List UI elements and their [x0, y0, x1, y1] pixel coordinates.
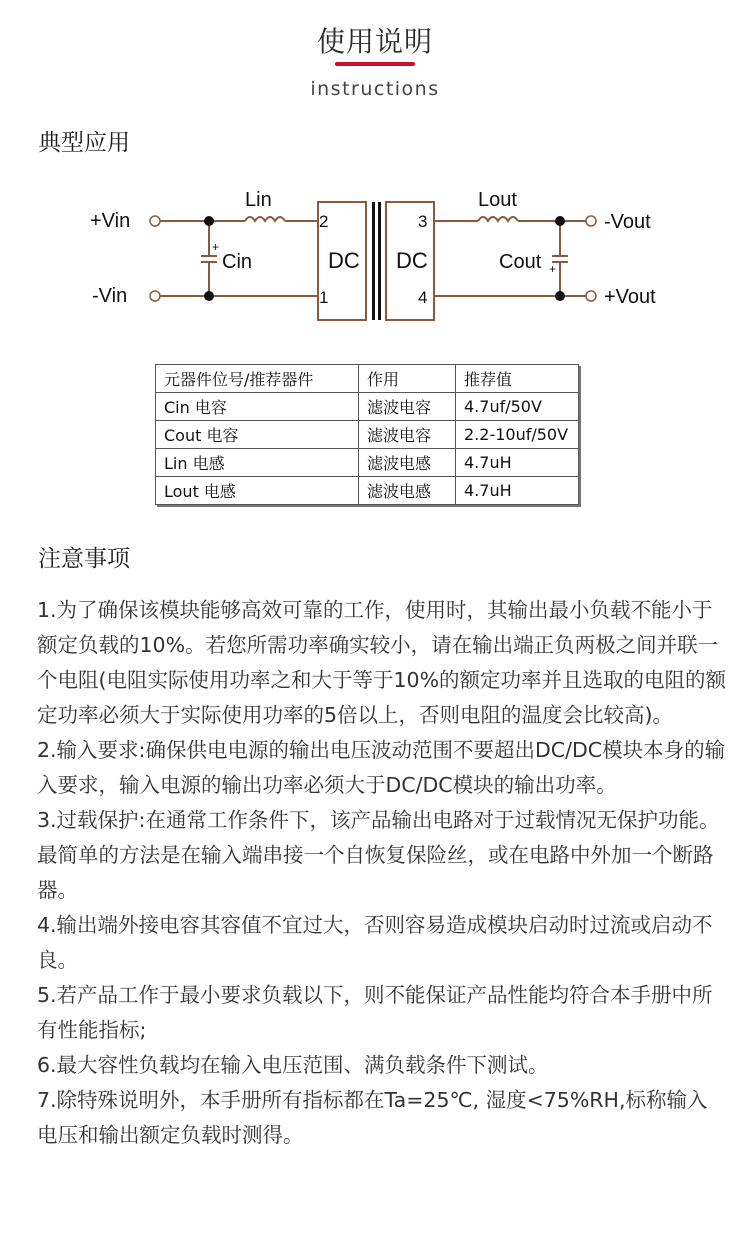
- pin-2: 2: [319, 212, 329, 231]
- table-header: 作用: [359, 365, 456, 393]
- terminal-vout-plus: [586, 291, 596, 301]
- dc-left-label: DC: [328, 248, 360, 273]
- note-item: 4.输出端外接电容其容值不宜过大，否则容易造成模块启动时过流或启动不良。: [37, 913, 713, 972]
- label-vout-plus: +Vout: [604, 286, 656, 308]
- table-cell: Cin 电容: [156, 393, 359, 421]
- label-lin: Lin: [245, 189, 272, 211]
- notes-list: [37, 593, 727, 1153]
- label-vin-minus: -Vin: [92, 285, 128, 307]
- note-item: 7.除特殊说明外，本手册所有指标都在Ta=25℃, 湿度<75%RH,标称输入电压和输出额定负载时测得。: [37, 1088, 708, 1147]
- cin-plus-sign: +: [212, 240, 220, 254]
- terminal-vin-minus: [150, 291, 160, 301]
- pin-3: 3: [418, 212, 428, 231]
- table-cell: 2.2-10uf/50V: [456, 421, 579, 449]
- table-header-row: [156, 365, 579, 393]
- terminal-vin-plus: [150, 216, 160, 226]
- cout-plus-sign: +: [549, 262, 557, 276]
- terminal-vout-minus: [586, 216, 596, 226]
- component-table: [155, 364, 579, 505]
- table-cell: 4.7uf/50V: [456, 393, 579, 421]
- note-item: 2.输入要求:确保供电电源的输出电压波动范围不要超出DC/DC模块本身的输入要求，输入电源的输出功率必须大于DC/DC模块的输出功率。: [37, 738, 726, 797]
- table-header: 元器件位号/推荐器件: [156, 365, 359, 393]
- note-item: 6.最大容性负载均在输入电压范围、满负载条件下测试。: [37, 1053, 549, 1077]
- circuit-diagram: [0, 180, 750, 330]
- note-item: 3.过载保护:在通常工作条件下，该产品输出电路对于过载情况无保护功能。最简单的方法是在输入端串接一个自恢复保险丝，或在电路中外加一个断路器。: [37, 808, 720, 902]
- label-cout: Cout: [499, 251, 542, 273]
- table-row: [156, 449, 579, 477]
- table-cell: 滤波电感: [359, 449, 456, 477]
- table-row: [156, 393, 579, 421]
- note-item: 5.若产品工作于最小要求负载以下，则不能保证产品性能均符合本手册中所有性能指标;: [37, 983, 713, 1042]
- table-cell: Cout 电容: [156, 421, 359, 449]
- table-cell: 滤波电容: [359, 393, 456, 421]
- pin-4: 4: [418, 288, 428, 307]
- dc-right-label: DC: [396, 248, 428, 273]
- note-item: 1.为了确保该模块能够高效可靠的工作，使用时，其输出最小负载不能小于额定负载的10%。若您所需功率确实较小，请在输出端正负两极之间并联一个电阻(电阻实际使用功率之和大于等于10%的额定功率并且选取的电阻的额定功率必须大于实际使用功率的5倍以上，否则电阻的温度会比较高)。: [37, 598, 727, 727]
- label-vout-minus: -Vout: [604, 211, 651, 233]
- table-row: [156, 477, 579, 505]
- label-lout: Lout: [478, 189, 517, 211]
- table-row: [156, 421, 579, 449]
- table-header: 推荐值: [456, 365, 579, 393]
- table-cell: 滤波电感: [359, 477, 456, 505]
- pin-1: 1: [319, 288, 329, 307]
- page-title: 使用说明: [316, 25, 433, 58]
- section-heading-typical-application: 典型应用: [38, 130, 130, 156]
- table-cell: Lin 电感: [156, 449, 359, 477]
- section-heading-notes: 注意事项: [38, 546, 130, 572]
- table-cell: 滤波电容: [359, 421, 456, 449]
- page-subtitle: instructions: [310, 78, 440, 100]
- title-underline: [335, 62, 415, 66]
- label-vin-plus: +Vin: [90, 210, 131, 232]
- table-cell: 4.7uH: [456, 477, 579, 505]
- table-cell: 4.7uH: [456, 449, 579, 477]
- table-cell: Lout 电感: [156, 477, 359, 505]
- label-cin: Cin: [222, 251, 253, 273]
